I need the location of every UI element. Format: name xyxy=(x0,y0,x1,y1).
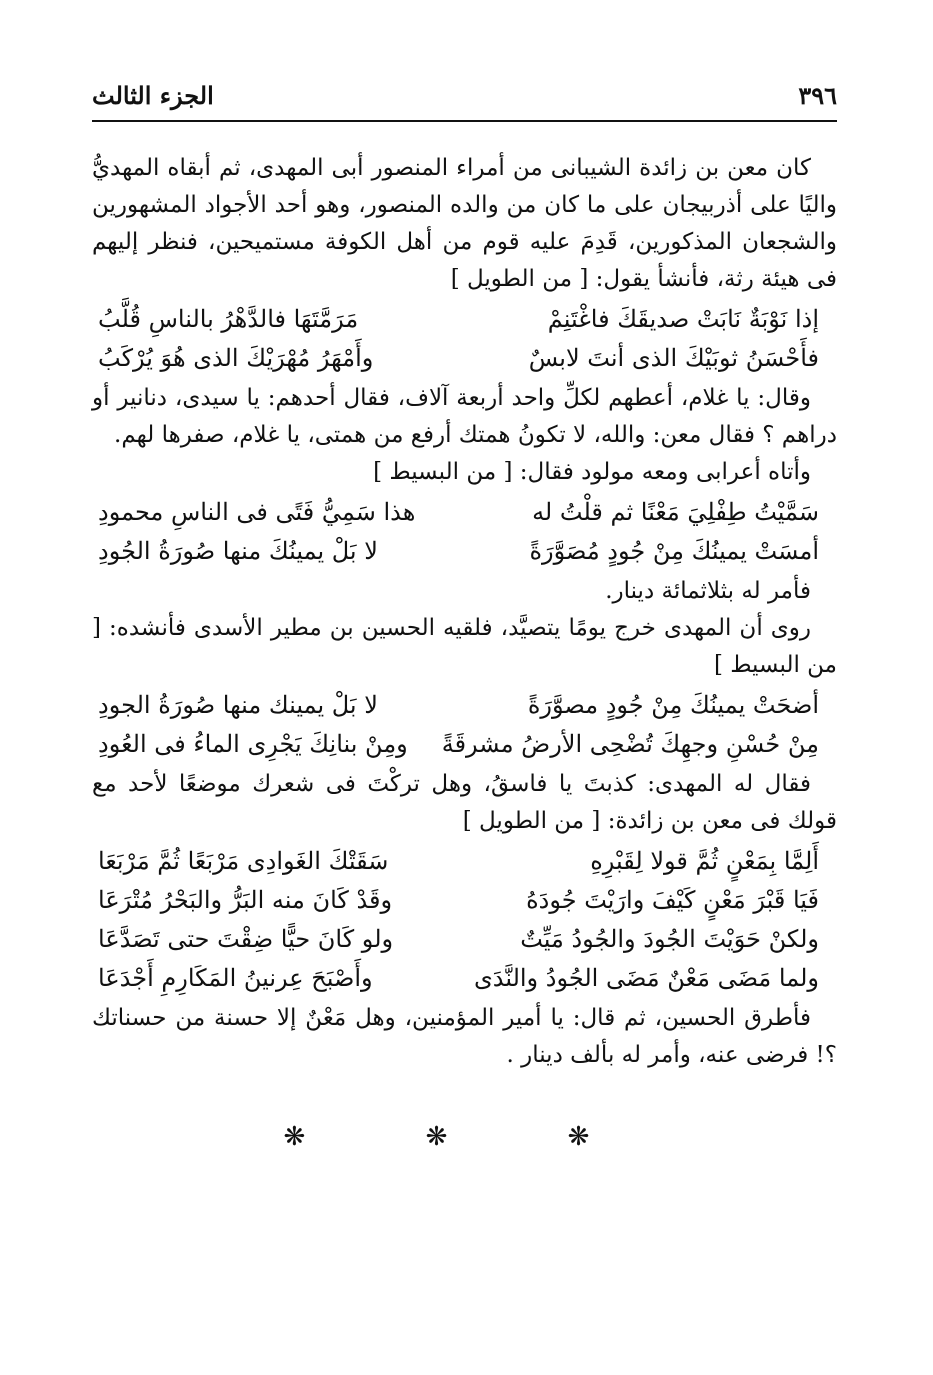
verse-line xyxy=(98,686,819,725)
paragraph-closing: فأطرق الحسين، ثم قال: يا أمير المؤمنين، وهل مَعْنٌ إلا حسنة من حسناتك ؟! فرضى عنه، وأمر له بألف دينار . xyxy=(92,1005,837,1068)
verse-second-hemistich: هذا سَمِيُّ فَتًى فى الناسِ محمودِ xyxy=(98,498,416,526)
verse-second-hemistich: سَقَتْكَ الغَوادِى مَرْبَعًا ثُمَّ مَرْبَعَا xyxy=(98,847,389,875)
verse-first-hemistich: فأَحْسَنُ ثوبَيْكَ الذى أنتَ لابسٌ xyxy=(528,344,819,372)
verse-line xyxy=(98,881,819,920)
verse-second-hemistich: وقَدْ كَانَ منه البَرُّ والبَحْرُ مُتْرَعَا xyxy=(98,886,393,914)
paragraph-intro: كان معن بن زائدة الشيبانى من أمراء المنصور أبى المهدى، ثم أبقاه المهديُّ واليًا على أذربيجان على ما كان من والده المنصور، وهو أحد الأجواد المشهورين والشجعان المذكورين، قَدِمَ عليه قوم من أهل الكوفة مستميحين، فنظر إليهم فى هيئة رثة، فأنشأ يقول: [ من الطويل ] xyxy=(92,155,838,292)
verse-first-hemistich: ولكنْ حَوَيْتَ الجُودَ والجُودُ مَيِّتٌ xyxy=(520,925,819,953)
verse-first-hemistich: إذا نَوْبَةٌ نَابَتْ صديقَكَ فاغْتَنِمْ xyxy=(547,305,819,333)
header-rule xyxy=(92,120,837,122)
verse-line xyxy=(98,532,819,571)
verse-first-hemistich: ولما مَضَى مَعْنٌ مَضَى الجُودُ والنَّدَى xyxy=(473,964,819,992)
verse-first-hemistich: أَلِمَّا بِمَعْنٍ ثُمَّ قولا لِقَبْرِهِ xyxy=(590,847,819,875)
poem-basit-2 xyxy=(98,686,819,764)
section-ornament: ❋ ❋ ❋ xyxy=(283,1122,646,1152)
paragraph-reward: فأمر له بثلاثمائة دينار. xyxy=(605,578,811,604)
paragraph-mahdi-hunt: روى أن المهدى خرج يومًا يتصيَّد، فلقيه الحسين بن مطير الأسدى فأنشده: [ من البسيط ] xyxy=(92,615,837,678)
verse-first-hemistich: أضحَتْ يمينُكَ مِنْ جُودٍ مصوَّرَةً xyxy=(527,691,819,719)
verse-second-hemistich: لا بَلْ يمينك منها صُورَةُ الجودِ xyxy=(98,691,378,719)
verse-first-hemistich: سَمَّيْتُ طِفْلِيَ مَعْنًا ثم قلْتُ له xyxy=(532,498,819,526)
verse-second-hemistich: وأَمْهَرُ مُهْرَيْكَ الذى هُوَ يُرْكَبُ xyxy=(98,344,374,372)
verse-second-hemistich: ولو كَانَ حيًّا ضِقْتَ حتى تَصَدَّعَا xyxy=(98,925,394,953)
poem-basit-1 xyxy=(98,493,819,571)
verse-line xyxy=(98,339,819,378)
verse-first-hemistich: مِنْ حُسْنِ وجهِكَ تُضْحِى الأرضُ مشرقَةً xyxy=(441,730,819,758)
verse-first-hemistich: فَيَا قَبْرَ مَعْنٍ كَيْفَ وارَيْتَ جُودَهُ xyxy=(526,886,819,914)
verse-second-hemistich: ومِنْ بنانِكَ يَجْرِى الماءُ فى العُودِ xyxy=(98,730,408,758)
paragraph-bedouin: وأتاه أعرابى ومعه مولود فقال: [ من البسيط ] xyxy=(373,459,811,485)
verse-first-hemistich: أمسَتْ يمينُكَ مِنْ جُودٍ مُصَوَّرَةً xyxy=(529,537,819,565)
verse-second-hemistich: وأَصْبَحَ عِرنينُ المَكَارِمِ أَجْدَعَا xyxy=(98,964,373,992)
page-header xyxy=(92,70,837,110)
poem-tawil-2 xyxy=(98,842,819,998)
verse-line xyxy=(98,493,819,532)
paragraph-mahdi-reply: فقال له المهدى: كذبتَ يا فاسقُ، وهل تركْتَ فى شعرك موضعًا لأحد مع قولك فى معن بن زائدة: [ من الطويل ] xyxy=(92,771,837,834)
verse-line xyxy=(98,920,819,959)
verse-line xyxy=(98,725,819,764)
verse-second-hemistich: مَرَمَّتَهَا فالدَّهْرُ بالناسِ قُلَّبُ xyxy=(98,305,359,333)
page-number: ٣٩٦ xyxy=(798,81,837,110)
poem-tawil-1 xyxy=(98,300,819,378)
verse-line xyxy=(98,959,819,998)
verse-line xyxy=(98,842,819,881)
paragraph-gift: وقال: يا غلام، أعطهم لكلِّ واحد أربعة آلاف، فقال أحدهم: يا سيدى، دنانير أو دراهم ؟ فقال معن: والله، لا تكونُ همتك أرفع من همتى، يا غلام، صفرها لهم. xyxy=(92,385,837,448)
book-page xyxy=(92,70,837,1152)
verse-second-hemistich: لا بَلْ يمينُكَ منها صُورَةُ الجُودِ xyxy=(98,537,378,565)
running-title: الجزء الثالث xyxy=(92,81,214,110)
verse-line xyxy=(98,300,819,339)
